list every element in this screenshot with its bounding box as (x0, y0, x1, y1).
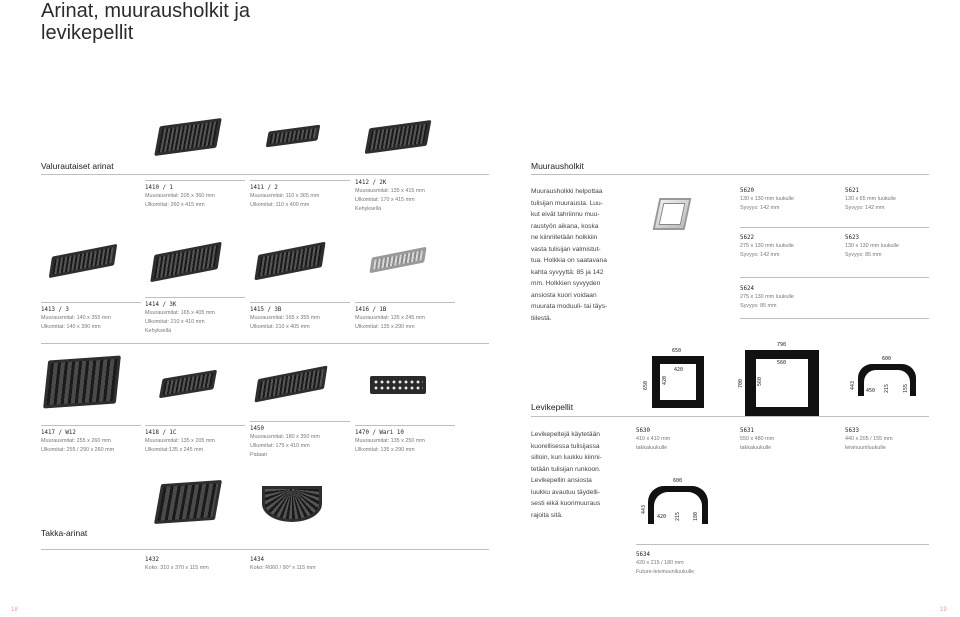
product-spec: Ulkomitat: 110 x 400 mm (250, 202, 310, 208)
section-rule (41, 174, 489, 175)
dimension-label: 700 (738, 378, 744, 388)
section-rule (41, 549, 489, 550)
product-spec: Muurausmitat: 180 x 350 mm (250, 434, 320, 440)
product-code: 1432 (145, 557, 159, 563)
dimension-label: 420 (662, 375, 668, 385)
section-rule (531, 174, 929, 175)
product-spec: Ulkomitat: 135 x 290 mm (355, 447, 415, 453)
product-1413 (41, 302, 141, 331)
product-code: 5633 (845, 428, 859, 434)
levikepelti-description: Levikepeltejä käytetään kuorellisessa tulisijassa silloin, kun luukku kiinni- tetään tulisijan runkoon. Levikepellin ansiosta luukku avautuu täydelli- sesti eikä kuorimuuraus rajoita sitä. (531, 431, 602, 519)
product-spec: Syvyys: 142 mm (845, 205, 885, 211)
product-1410 (145, 180, 245, 209)
product-1412 (355, 176, 455, 213)
product-code: 1415 / 3B (250, 307, 282, 313)
product-1417 (41, 425, 141, 454)
product-code: 5622 (740, 235, 754, 241)
page-title: Arinat, muurausholkit ja levikepellit (41, 0, 250, 44)
product-code: 1411 / 2 (250, 185, 278, 191)
muurausholkki-image (653, 198, 692, 230)
product-spec: Syvyys: 85 mm (740, 303, 777, 309)
product-spec: takkaluukulle (740, 445, 772, 451)
product-1416 (355, 302, 455, 331)
product-code: 5623 (845, 235, 859, 241)
product-spec: Syvyys: 142 mm (740, 205, 780, 211)
row-rule (740, 227, 929, 228)
product-spec: 275 x 130 mm luukulle (740, 294, 794, 300)
product-spec: Ulkomitat: 260 x 415 mm (145, 202, 205, 208)
product-code: 1418 / 1C (145, 430, 177, 436)
product-spec: Muurausmitat: 135 x 415 mm (355, 188, 425, 194)
row-rule (636, 544, 929, 545)
dimension-label: 155 (903, 383, 909, 393)
section-takka-arinat: Takka-arinat (41, 528, 88, 538)
product-1434 (250, 553, 350, 572)
grate-image-1418 (159, 370, 217, 399)
grate-image-1450 (254, 365, 327, 402)
product-spec: Pataan (250, 452, 268, 458)
product-code: 5620 (740, 188, 754, 194)
product-spec: Future-leivinuuniluukulle (636, 569, 695, 575)
dimension-label: 560 (777, 360, 787, 366)
product-code: 5630 (636, 428, 650, 434)
product-spec: Ulkomitat: 170 x 415 mm (355, 197, 415, 203)
product-spec: Muurausmitat: 140 x 355 mm (41, 315, 111, 321)
product-5631 (740, 424, 840, 452)
dimension-label: 215 (884, 383, 890, 393)
section-valurautaiset-arinat: Valurautaiset arinat (41, 161, 114, 171)
grate-image-1432 (154, 480, 222, 524)
product-code: 1413 / 3 (41, 307, 69, 313)
dimension-label: 420 (657, 514, 667, 520)
product-spec: Muurausmitat: 255 x 260 mm (41, 438, 111, 444)
product-spec: Muurausmitat: 135 x 245 mm (355, 315, 425, 321)
product-5622 (740, 231, 840, 259)
product-1415 (250, 302, 350, 331)
product-spec: Ulkomitat: 175 x 410 mm (250, 443, 310, 449)
grate-image-1416 (369, 247, 426, 273)
muurausholkki-description: Muurausholkki helpottaa tulisijan muurausta. Luu- kut eivät tahriinnu muu- raustyön aikana, koska ne kiinnitetään holkkiin vasta tulisijan valmistut- tua. Holkkia on saatavana kahta syvyyttä: 85 ja 142 mm. Holkkien syvyyden ansiosta kuori voidaan muurata moduuli- tai täys- tiilestä. (531, 188, 608, 322)
grate-image-1411 (266, 125, 321, 148)
product-5630 (636, 424, 736, 452)
product-spec: Muurausmitat: 165 x 405 mm (145, 310, 215, 316)
dimension-label: 450 (866, 388, 876, 394)
product-spec: 275 x 130 mm luukulle (740, 243, 794, 249)
product-spec: Muurausmitat: 165 x 355 mm (250, 315, 320, 321)
product-code: 5621 (845, 188, 859, 194)
product-spec: Ulkomitat: 135 x 290 mm (355, 324, 415, 330)
product-spec: 420 x 215 / 180 mm (636, 560, 684, 566)
dimension-label: 600 (882, 356, 892, 362)
grate-image-1413 (49, 244, 118, 278)
row-rule (740, 318, 929, 319)
grate-image-1415 (254, 242, 325, 281)
product-code: 1417 / W12 (41, 430, 76, 436)
grate-image-1470 (370, 376, 426, 394)
product-spec: 130 x 65 mm luukulle (845, 196, 896, 202)
product-spec: Koko: 310 x 370 x 115 mm (145, 565, 209, 571)
product-spec: leivinuuniluukulle (845, 445, 886, 451)
product-1411 (250, 180, 350, 209)
product-spec: Ulkomitat: 255 / 290 x 260 mm (41, 447, 115, 453)
product-code: 1412 / 2K (355, 180, 387, 186)
product-spec: Muurausmitat: 135 x 205 mm (145, 438, 215, 444)
dimension-label: 180 (693, 511, 699, 521)
page-number-right: 19 (940, 607, 947, 613)
grate-image-1414 (150, 242, 222, 283)
dimension-label: 560 (757, 376, 763, 386)
levikepelti-5630-drawing (652, 356, 704, 408)
product-5623 (845, 231, 945, 259)
row-rule (740, 277, 929, 278)
product-spec: Ulkomitat:135 x 245 mm (145, 447, 204, 453)
dimension-label: 443 (641, 504, 647, 514)
product-spec: Muurausmitat: 110 x 365 mm (250, 193, 320, 199)
page-number-left: 18 (11, 607, 18, 613)
product-spec: 410 x 410 mm (636, 436, 671, 442)
grate-image-1434 (262, 486, 322, 522)
product-code: 1410 / 1 (145, 185, 173, 191)
product-code: 1434 (250, 557, 264, 563)
dimension-label: 443 (850, 380, 856, 390)
dimension-label: 600 (673, 478, 683, 484)
product-spec: Koko: R060 / 90° x 115 mm (250, 565, 316, 571)
product-spec: 130 x 130 mm luukulle (740, 196, 794, 202)
product-1470 (355, 425, 455, 454)
product-spec: Muurausmitat: 135 x 250 mm (355, 438, 425, 444)
dimension-label: 650 (672, 348, 682, 354)
product-spec: Kehyksellä (145, 328, 172, 334)
section-levikepellit: Levikepellit (531, 402, 574, 412)
dimension-label: 420 (674, 367, 684, 373)
dimension-label: 790 (777, 342, 787, 348)
product-spec: Kehyksellä (355, 206, 382, 212)
product-spec: Syvyys: 142 mm (740, 252, 780, 258)
product-5634 (636, 548, 736, 576)
product-spec: Muurausmitat: 205 x 360 mm (145, 193, 215, 199)
product-spec: Ulkomitat: 210 x 410 mm (145, 319, 205, 325)
product-code: 5631 (740, 428, 754, 434)
product-spec: Syvyys: 85 mm (845, 252, 882, 258)
grate-image-1410 (154, 118, 222, 156)
product-5621 (845, 184, 945, 212)
section-rule (531, 416, 929, 417)
product-5624 (740, 282, 840, 310)
product-1414 (145, 297, 245, 335)
dimension-label: 215 (675, 511, 681, 521)
product-spec: Ulkomitat: 140 x 390 mm (41, 324, 101, 330)
grate-image-1412 (365, 120, 432, 154)
product-code: 1414 / 3K (145, 302, 177, 308)
product-1432 (145, 553, 245, 572)
product-code: 5634 (636, 552, 650, 558)
product-code: 1416 / 1B (355, 307, 387, 313)
product-5633 (845, 424, 945, 452)
product-spec: 440 x 205 / 155 mm (845, 436, 893, 442)
product-spec: 130 x 130 mm luukulle (845, 243, 899, 249)
product-5620 (740, 184, 840, 212)
grate-image-1417 (43, 356, 121, 409)
product-spec: 550 x 480 mm (740, 436, 775, 442)
product-spec: takkaluukulle (636, 445, 668, 451)
product-1418 (145, 425, 245, 454)
product-code: 5624 (740, 286, 754, 292)
product-code: 1470 / Wari 10 (355, 430, 404, 436)
section-muurausholkit: Muurausholkit (531, 161, 584, 171)
product-1450 (250, 421, 350, 459)
product-code: 1450 (250, 426, 264, 432)
row-rule (41, 343, 489, 344)
dimension-label: 650 (643, 380, 649, 390)
product-spec: Ulkomitat: 210 x 405 mm (250, 324, 310, 330)
